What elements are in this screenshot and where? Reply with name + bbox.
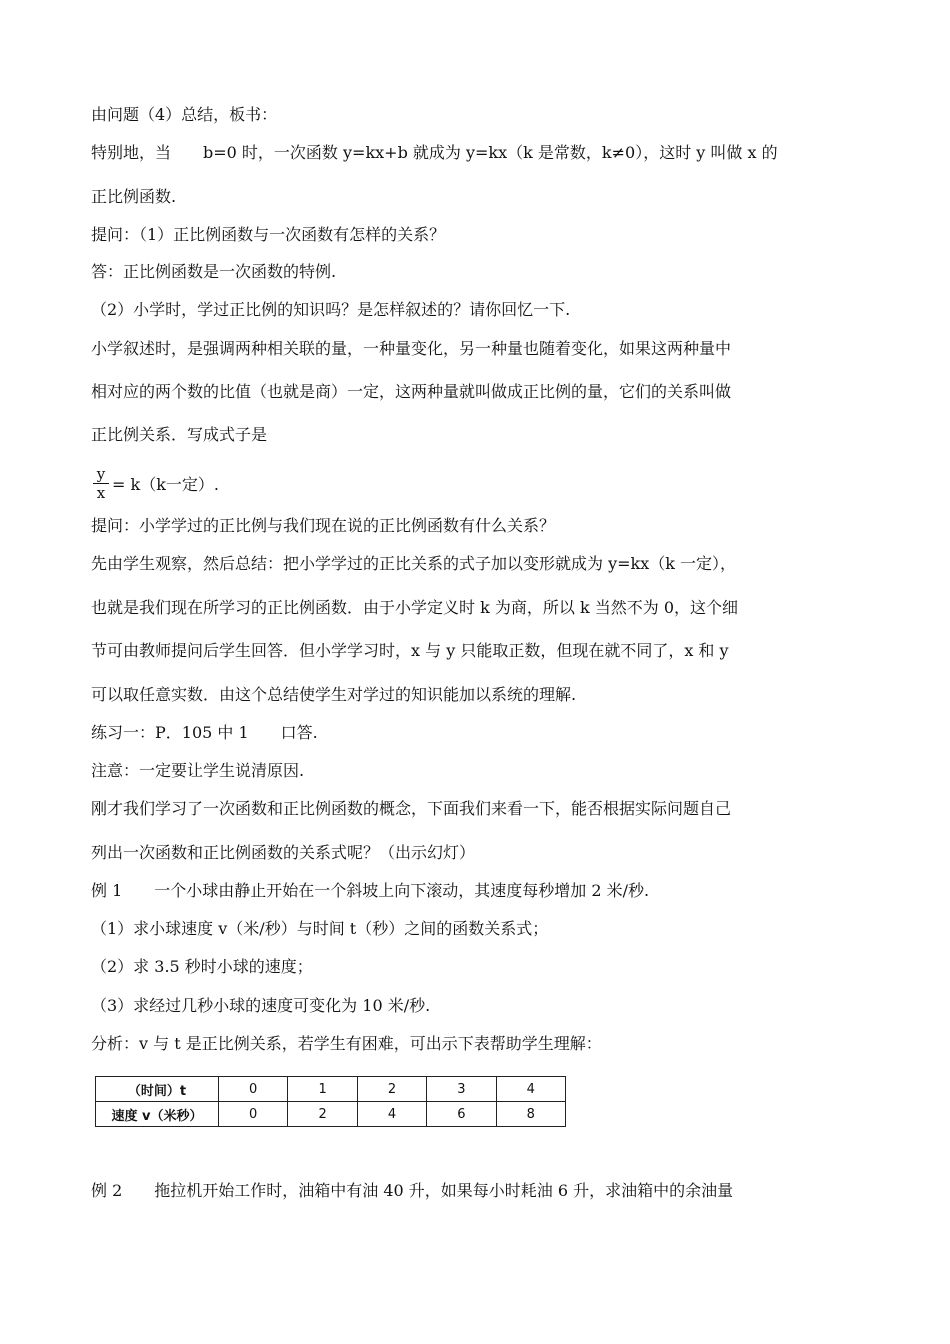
table-cell: 1: [288, 1077, 357, 1102]
table-cell: 4: [357, 1102, 426, 1127]
table-cell: 8: [496, 1102, 565, 1127]
table-row: [96, 1077, 566, 1102]
text-line: 特别地，当 b=0 时，一次函数 y=kx+b 就成为 y=kx（k 是常数，k≠0），这时 y 叫做 x 的: [91, 143, 778, 162]
text-line: 节可由教师提问后学生回答．但小学学习时，x 与 y 只能取正数，但现在就不同了，x 和 y: [91, 641, 729, 660]
text-line: 例 2 拖拉机开始工作时，油箱中有油 40 升，如果每小时耗油 6 升，求油箱中的余油量: [91, 1181, 734, 1200]
text-line: 可以取任意实数．由这个总结使学生对学过的知识能加以系统的理解.: [91, 685, 577, 704]
table-cell: 6: [427, 1102, 496, 1127]
text-line: （1）求小球速度 v（米/秒）与时间 t（秒）之间的函数关系式；: [91, 919, 549, 938]
table-cell: 3: [427, 1077, 496, 1102]
text-line: 先由学生观察，然后总结：把小学学过的正比关系的式子加以变形就成为 y=kx（k 一定），: [91, 554, 737, 573]
table-cell: 2: [288, 1102, 357, 1127]
row-header: （时间）t: [96, 1077, 219, 1102]
text-line: 也就是我们现在所学习的正比例函数．由于小学定义时 k 为商，所以 k 当然不为 0，这个细: [91, 598, 739, 617]
text-line: （2）小学时，学过正比例的知识吗？是怎样叙述的？请你回忆一下.: [91, 300, 571, 319]
text-line: 列出一次函数和正比例函数的关系式呢？（出示幻灯）: [91, 843, 476, 862]
text-line: 由问题（4）总结，板书：: [91, 105, 278, 124]
text-line: 答：正比例函数是一次函数的特例.: [91, 262, 337, 281]
text-line: 练习一：P．105 中 1 口答.: [91, 723, 318, 742]
table-row: [96, 1102, 566, 1127]
formula-fraction: [93, 466, 109, 501]
text-line: 例 1 一个小球由静止开始在一个斜坡上向下滚动，其速度每秒增加 2 米/秒.: [91, 881, 650, 900]
table-cell: 2: [357, 1077, 426, 1102]
table-cell: 4: [496, 1077, 565, 1102]
text-line: 注意：一定要让学生说清原因.: [91, 761, 305, 780]
text-line: （3）求经过几秒小球的速度可变化为 10 米/秒.: [91, 996, 431, 1015]
text-line: 提问：（1）正比例函数与一次函数有怎样的关系？: [91, 225, 446, 244]
text-line: 分析：v 与 t 是正比例关系，若学生有困难，可出示下表帮助学生理解：: [91, 1034, 602, 1053]
formula-rest: = k（k一定）.: [112, 475, 219, 494]
text-line: （2）求 3.5 秒时小球的速度；: [91, 957, 313, 976]
fraction-numerator: y: [93, 466, 109, 484]
text-line: 小学叙述时，是强调两种相关联的量，一种量变化，另一种量也随着变化，如果这两种量中: [91, 339, 732, 358]
text-line: 刚才我们学习了一次函数和正比例函数的概念，下面我们来看一下，能否根据实际问题自己: [91, 799, 732, 818]
speed-time-table: [95, 1076, 566, 1127]
text-line: 正比例关系．写成式子是: [91, 425, 268, 444]
fraction-denominator: x: [96, 484, 106, 502]
text-line: 提问：小学学过的正比例与我们现在说的正比例函数有什么关系？: [91, 516, 556, 535]
text-line: 正比例函数.: [91, 187, 177, 206]
table-cell: 0: [219, 1102, 288, 1127]
table-cell: 0: [219, 1077, 288, 1102]
text-line: 相对应的两个数的比值（也就是商）一定，这两种量就叫做成正比例的量，它们的关系叫做: [91, 382, 732, 401]
row-header: 速度 v（米秒）: [96, 1102, 219, 1127]
